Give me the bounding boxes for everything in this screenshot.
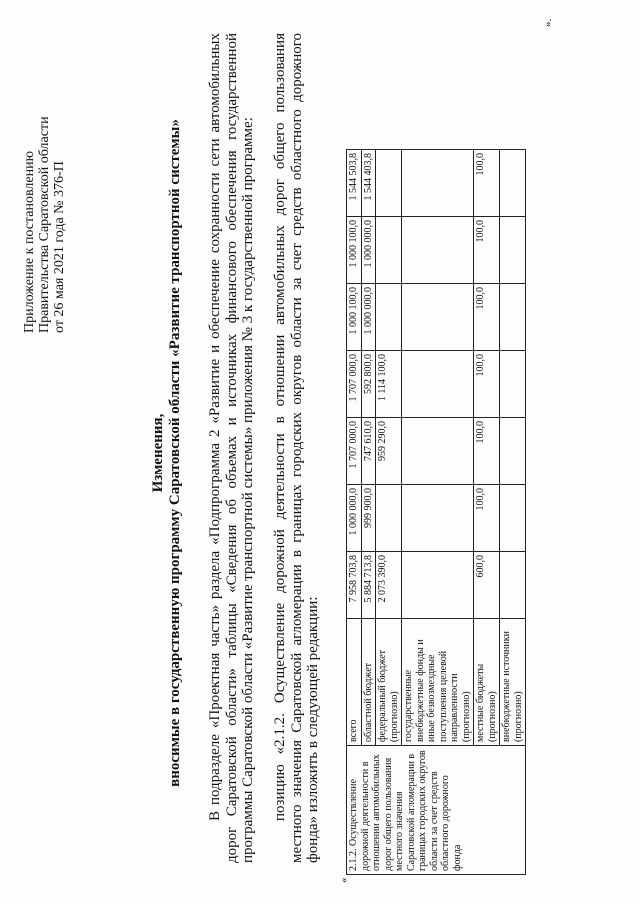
value-cell: 1 544 403,8 (361, 150, 376, 217)
header-line-1: Приложение к постановлению (22, 150, 37, 333)
value-cell: 1 000 000,0 (361, 284, 376, 351)
value-cell: 2 073 390,0 (376, 552, 402, 619)
value-cell (402, 552, 474, 619)
value-cell: 100,0 (474, 351, 500, 418)
value-cell: 1 707 000,0 (347, 418, 362, 485)
value-cell: 747 610,0 (361, 418, 376, 485)
source-cell: всего (347, 619, 362, 746)
value-cell (376, 150, 402, 217)
item-name-cell: 2.1.2. Осуществление дорожной деятельности в отношении автомобильных дорог общего пользования местного значения Саратовской агломерации в границах городских округов области за счет средств областного дорожного фонда (347, 746, 526, 875)
value-cell (402, 150, 474, 217)
value-cell: 100,0 (474, 418, 500, 485)
closing-quote: ». (542, 18, 554, 27)
value-cell: 7 958 703,8 (347, 552, 362, 619)
value-cell: 1 544 503,8 (347, 150, 362, 217)
source-cell: федеральный бюджет (прогнозно) (376, 619, 402, 746)
value-cell: 959 290,0 (376, 418, 402, 485)
value-cell (402, 217, 474, 284)
value-cell (402, 351, 474, 418)
value-cell: 1 000 000,0 (361, 217, 376, 284)
value-cell (402, 485, 474, 552)
source-cell: внебюджетные источники (прогнозно) (500, 619, 526, 746)
source-cell: областной бюджет (361, 619, 376, 746)
value-cell: 999 900,0 (361, 485, 376, 552)
value-cell: 592 800,0 (361, 351, 376, 418)
value-cell (500, 351, 526, 418)
table-row (347, 150, 362, 875)
value-cell (500, 418, 526, 485)
value-cell (376, 284, 402, 351)
paragraph-2: позицию «2.1.2. Осуществление дорожной деятельности в отношении автомобильных дорог общего пользования местного значения Саратовской агломерации в границах городских округов области за счет средств областного дорожного фонда» изложить в следующей редакции: (272, 33, 321, 863)
open-quote: « (338, 877, 350, 883)
title-line-1: Изменения, (150, 413, 166, 493)
value-cell (500, 150, 526, 217)
value-cell: 1 000 100,0 (347, 284, 362, 351)
source-cell: государственные внебюджетные фонды и иные безвозмездные поступления целевой направленности (прогнозно) (402, 619, 474, 746)
value-cell: 1 707 000,0 (347, 351, 362, 418)
header-line-2: Правительства Саратовской области (37, 116, 52, 333)
value-cell: 1 114 100,0 (376, 351, 402, 418)
value-cell (376, 485, 402, 552)
value-cell (376, 217, 402, 284)
value-cell: 100,0 (474, 284, 500, 351)
source-cell: местные бюджеты (прогнозно) (474, 619, 500, 746)
value-cell (402, 284, 474, 351)
document-title (150, 13, 184, 893)
value-cell: 600,0 (474, 552, 500, 619)
value-cell: 1 000 000,0 (347, 485, 362, 552)
title-line-2: вносимые в государственную программу Саратовской области «Развитие транспортной системы» (167, 119, 183, 787)
value-cell: 100,0 (474, 150, 500, 217)
value-cell (500, 485, 526, 552)
value-cell (500, 217, 526, 284)
value-cell (402, 418, 474, 485)
rotated-document (10, 13, 630, 893)
value-cell (500, 552, 526, 619)
value-cell (500, 284, 526, 351)
financing-table (346, 149, 526, 875)
value-cell: 1 000 100,0 (347, 217, 362, 284)
paragraph-1: В подразделе «Проектная часть» раздела «Подпрограмма 2 «Развитие и обеспечение сохранности сети автомобильных дорог Саратовской области» таблицы «Сведения об объемах и источниках финансового обеспечения государственной программы Саратовской области «Развитие транспортной системы» приложения № 3 к государственной программе: (207, 33, 256, 863)
appendix-header (22, 33, 67, 333)
value-cell: 100,0 (474, 217, 500, 284)
value-cell: 100,0 (474, 485, 500, 552)
value-cell: 5 884 713,8 (361, 552, 376, 619)
header-line-3: от 26 мая 2021 года № 376-П (52, 161, 67, 333)
